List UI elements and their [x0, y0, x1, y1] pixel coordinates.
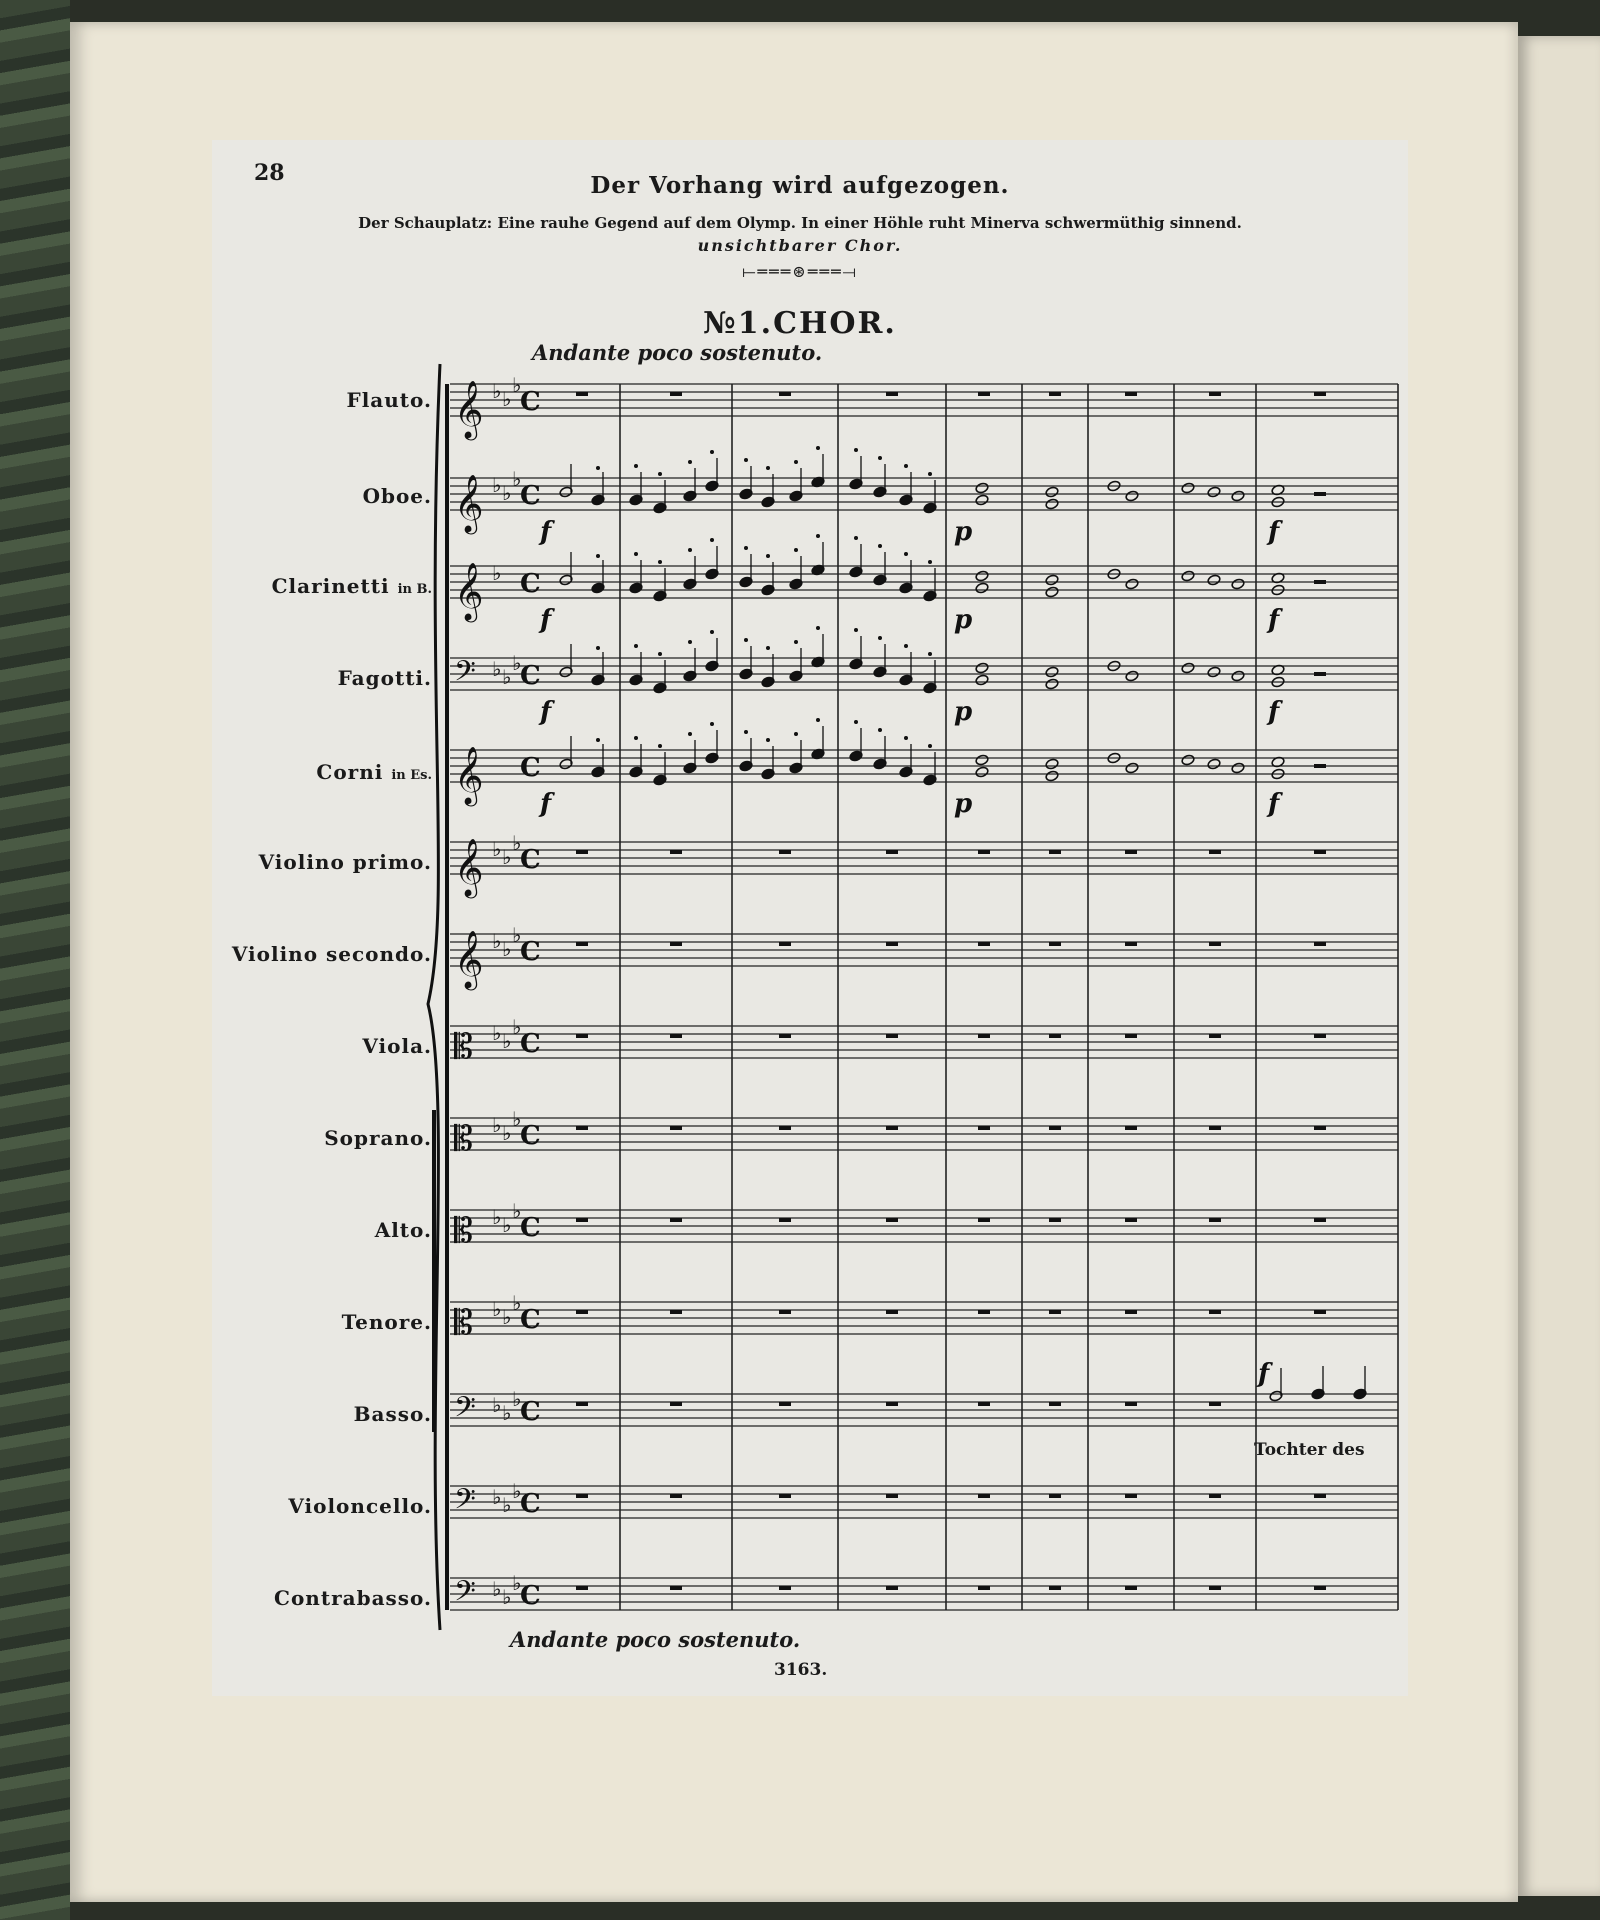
clef-alto: 𝄡	[454, 1119, 473, 1159]
key-flat: ♭	[502, 665, 512, 689]
time-signature: C	[520, 569, 541, 599]
key-flat: ♭	[492, 1113, 502, 1137]
half-note	[1231, 578, 1245, 590]
whole-rest	[886, 1034, 898, 1038]
whole-rest	[1049, 1402, 1061, 1406]
staccato-dot	[904, 644, 908, 648]
whole-rest	[1314, 1586, 1326, 1590]
half-note	[1181, 754, 1195, 766]
staccato-dot	[658, 560, 662, 564]
whole-rest	[978, 1310, 990, 1314]
whole-rest	[978, 1494, 990, 1498]
clef-bass: 𝄢	[454, 1391, 476, 1431]
key-flat: ♭	[492, 473, 502, 497]
whole-rest	[886, 1402, 898, 1406]
whole-rest	[1314, 1494, 1326, 1498]
whole-rest	[576, 392, 588, 396]
clef-treble: 𝄞	[454, 562, 484, 620]
whole-rest	[1125, 1310, 1137, 1314]
whole-rest	[1209, 1494, 1221, 1498]
time-signature: C	[520, 845, 541, 875]
whole-rest	[1209, 1586, 1221, 1590]
half-note	[1181, 482, 1195, 494]
page-number: 28	[254, 160, 285, 186]
dynamic-piano: p	[954, 605, 973, 635]
whole-rest	[779, 1218, 791, 1222]
whole-rest	[1314, 850, 1326, 854]
whole-rest	[1209, 942, 1221, 946]
whole-rest	[978, 1218, 990, 1222]
whole-rest	[670, 1034, 682, 1038]
whole-rest	[1209, 1126, 1221, 1130]
whole-rest	[1314, 942, 1326, 946]
key-flat: ♭	[512, 831, 522, 855]
whole-rest	[1314, 1218, 1326, 1222]
key-flat: ♭	[502, 387, 512, 411]
half-note	[1207, 486, 1221, 498]
clef-alto: 𝄡	[454, 1027, 473, 1067]
whole-rest	[1049, 850, 1061, 854]
whole-rest	[779, 1494, 791, 1498]
key-flat: ♭	[512, 1015, 522, 1039]
whole-rest	[886, 1126, 898, 1130]
tempo-marking-bottom: Andante poco sostenuto.	[510, 1627, 801, 1652]
half-note	[975, 662, 989, 674]
half-note	[1207, 758, 1221, 770]
whole-rest	[1209, 1310, 1221, 1314]
half-rest	[1314, 764, 1326, 768]
half-note	[1045, 498, 1059, 510]
staccato-dot	[634, 552, 638, 556]
dynamic-forte: f	[1268, 697, 1280, 727]
staccato-dot	[854, 536, 858, 540]
whole-rest	[978, 392, 990, 396]
staccato-dot	[794, 640, 798, 644]
whole-rest	[886, 1494, 898, 1498]
whole-rest	[576, 850, 588, 854]
whole-rest	[670, 1586, 682, 1590]
whole-rest	[779, 1126, 791, 1130]
staccato-dot	[928, 560, 932, 564]
staccato-dot	[794, 460, 798, 464]
staccato-dot	[816, 534, 820, 538]
whole-rest	[1314, 392, 1326, 396]
whole-rest	[670, 942, 682, 946]
key-flat: ♭	[512, 651, 522, 675]
whole-rest	[1314, 1310, 1326, 1314]
instrument-label: Fagotti.	[337, 666, 432, 690]
whole-rest	[1125, 392, 1137, 396]
plate-number: 3163.	[774, 1660, 828, 1680]
instrument-label: Violino secondo.	[231, 942, 432, 966]
staccato-dot	[658, 472, 662, 476]
whole-rest	[670, 1126, 682, 1130]
whole-rest	[886, 942, 898, 946]
staccato-dot	[688, 548, 692, 552]
half-note	[1181, 662, 1195, 674]
whole-rest	[886, 850, 898, 854]
whole-rest	[670, 1402, 682, 1406]
half-rest	[1314, 580, 1326, 584]
whole-rest	[779, 850, 791, 854]
staccato-dot	[766, 738, 770, 742]
whole-rest	[576, 1310, 588, 1314]
staccato-dot	[744, 458, 748, 462]
instrument-label: Alto.	[374, 1218, 432, 1242]
whole-rest	[779, 1310, 791, 1314]
whole-rest	[576, 1126, 588, 1130]
time-signature: C	[520, 1029, 541, 1059]
half-rest	[1314, 492, 1326, 496]
staccato-dot	[928, 744, 932, 748]
half-note	[975, 766, 989, 778]
instrument-label: Tenore.	[341, 1310, 432, 1334]
staccato-dot	[766, 466, 770, 470]
dynamic-forte: f	[540, 697, 552, 727]
whole-rest	[1125, 1402, 1137, 1406]
staccato-dot	[658, 652, 662, 656]
whole-rest	[1049, 1218, 1061, 1222]
staccato-dot	[878, 728, 882, 732]
whole-rest	[978, 1402, 990, 1406]
half-rest	[1314, 672, 1326, 676]
tempo-marking-top: Andante poco sostenuto.	[532, 340, 823, 365]
time-signature: C	[520, 1305, 541, 1335]
key-flat: ♭	[492, 379, 502, 403]
dynamic-forte: f	[540, 789, 552, 819]
whole-rest	[779, 1586, 791, 1590]
whole-rest	[1209, 1218, 1221, 1222]
clef-bass: 𝄢	[454, 1483, 476, 1523]
half-note	[1231, 670, 1245, 682]
whole-rest	[978, 942, 990, 946]
half-note	[1125, 670, 1139, 682]
time-signature: C	[520, 1121, 541, 1151]
whole-rest	[1125, 1586, 1137, 1590]
key-flat: ♭	[512, 373, 522, 397]
key-flat: ♭	[512, 923, 522, 947]
time-signature: C	[520, 753, 541, 783]
clef-bass: 𝄢	[454, 1575, 476, 1615]
dynamic-forte: f	[540, 605, 552, 635]
key-flat: ♭	[492, 1485, 502, 1509]
whole-rest	[670, 1218, 682, 1222]
whole-rest	[1125, 1494, 1137, 1498]
staccato-dot	[744, 638, 748, 642]
whole-rest	[1125, 1126, 1137, 1130]
staccato-dot	[596, 466, 600, 470]
clef-treble: 𝄞	[454, 930, 484, 988]
staccato-dot	[904, 464, 908, 468]
staccato-dot	[816, 446, 820, 450]
key-flat: ♭	[492, 561, 502, 585]
time-signature: C	[520, 661, 541, 691]
whole-rest	[576, 942, 588, 946]
invisible-chorus-note: unsichtbarer Chor.	[697, 236, 903, 255]
whole-rest	[779, 392, 791, 396]
whole-rest	[1209, 1034, 1221, 1038]
key-flat: ♭	[512, 1291, 522, 1315]
whole-rest	[576, 1034, 588, 1038]
whole-rest	[1209, 850, 1221, 854]
staccato-dot	[688, 732, 692, 736]
instrument-label: Contrabasso.	[274, 1586, 432, 1610]
whole-rest	[1314, 1126, 1326, 1130]
half-note	[975, 482, 989, 494]
clef-alto: 𝄡	[454, 1211, 473, 1251]
staccato-dot	[710, 722, 714, 726]
half-note	[1045, 678, 1059, 690]
key-flat: ♭	[502, 1121, 512, 1145]
key-flat: ♭	[492, 929, 502, 953]
dynamic-forte: f	[1268, 789, 1280, 819]
scene-description: Der Schauplatz: Eine rauhe Gegend auf dem Olymp. In einer Höhle ruht Minerva schwermüthig sinnend.	[358, 214, 1242, 232]
staccato-dot	[928, 652, 932, 656]
half-note	[1207, 666, 1221, 678]
key-flat: ♭	[492, 1205, 502, 1229]
staccato-dot	[596, 646, 600, 650]
dynamic-forte: f	[540, 517, 552, 547]
staccato-dot	[878, 456, 882, 460]
key-flat: ♭	[492, 837, 502, 861]
dynamic-piano: p	[954, 517, 973, 547]
whole-rest	[886, 1310, 898, 1314]
staccato-dot	[766, 554, 770, 558]
key-flat: ♭	[512, 1107, 522, 1131]
staccato-dot	[688, 460, 692, 464]
half-note	[1181, 570, 1195, 582]
clef-treble: 𝄞	[454, 380, 484, 438]
key-flat: ♭	[502, 481, 512, 505]
half-note	[1045, 758, 1059, 770]
whole-rest	[886, 1218, 898, 1222]
staccato-dot	[596, 738, 600, 742]
whole-rest	[1209, 392, 1221, 396]
key-flat: ♭	[492, 1577, 502, 1601]
whole-rest	[1049, 392, 1061, 396]
instrument-label: Clarinetti in B.	[271, 574, 432, 598]
instrument-label: Flauto.	[346, 388, 432, 412]
key-flat: ♭	[492, 657, 502, 681]
key-flat: ♭	[492, 1021, 502, 1045]
staccato-dot	[878, 636, 882, 640]
dynamic-forte: f	[1268, 605, 1280, 635]
half-note	[1231, 762, 1245, 774]
instrument-label: Oboe.	[362, 484, 432, 508]
time-signature: C	[520, 1581, 541, 1611]
staccato-dot	[878, 544, 882, 548]
half-note	[975, 754, 989, 766]
whole-rest	[670, 392, 682, 396]
staccato-dot	[928, 472, 932, 476]
whole-rest	[1049, 1310, 1061, 1314]
clef-bass: 𝄢	[454, 655, 476, 695]
instrument-label: Viola.	[362, 1034, 432, 1058]
key-flat: ♭	[512, 467, 522, 491]
staccato-dot	[854, 628, 858, 632]
instrument-label: Violoncello.	[288, 1494, 432, 1518]
number-title: №1.CHOR.	[703, 306, 897, 341]
dynamic-forte: f	[1258, 1359, 1270, 1389]
key-flat: ♭	[512, 1199, 522, 1223]
dynamic-piano: p	[954, 697, 973, 727]
whole-rest	[670, 850, 682, 854]
key-flat: ♭	[492, 1393, 502, 1417]
half-note	[1125, 762, 1139, 774]
half-note	[1207, 574, 1221, 586]
key-flat: ♭	[502, 1029, 512, 1053]
whole-rest	[779, 1402, 791, 1406]
key-flat: ♭	[502, 937, 512, 961]
time-signature: C	[520, 481, 541, 511]
half-note	[975, 582, 989, 594]
key-flat: ♭	[512, 1571, 522, 1595]
whole-rest	[1049, 1126, 1061, 1130]
clef-treble: 𝄞	[454, 474, 484, 532]
half-note	[1045, 586, 1059, 598]
whole-rest	[886, 1586, 898, 1590]
staccato-dot	[710, 450, 714, 454]
half-note	[975, 494, 989, 506]
half-note	[1125, 490, 1139, 502]
clef-treble: 𝄞	[454, 746, 484, 804]
staccato-dot	[710, 630, 714, 634]
staccato-dot	[854, 720, 858, 724]
key-flat: ♭	[502, 1493, 512, 1517]
half-note	[1045, 666, 1059, 678]
whole-rest	[576, 1218, 588, 1222]
whole-rest	[576, 1586, 588, 1590]
instrument-label: Soprano.	[324, 1126, 432, 1150]
half-note	[1045, 770, 1059, 782]
whole-rest	[670, 1310, 682, 1314]
whole-rest	[978, 1034, 990, 1038]
staccato-dot	[794, 548, 798, 552]
basso-lyric: Tochter des	[1254, 1440, 1365, 1460]
key-flat: ♭	[502, 1213, 512, 1237]
whole-rest	[978, 1586, 990, 1590]
staccato-dot	[816, 626, 820, 630]
whole-rest	[1209, 1402, 1221, 1406]
time-signature: C	[520, 1489, 541, 1519]
whole-rest	[670, 1494, 682, 1498]
whole-rest	[779, 942, 791, 946]
whole-rest	[1049, 942, 1061, 946]
half-note	[975, 570, 989, 582]
whole-rest	[1125, 1034, 1137, 1038]
time-signature: C	[520, 1397, 541, 1427]
staccato-dot	[658, 744, 662, 748]
clef-alto: 𝄡	[454, 1303, 473, 1343]
whole-rest	[1049, 1494, 1061, 1498]
half-note	[1125, 578, 1139, 590]
whole-rest	[1049, 1034, 1061, 1038]
key-flat: ♭	[502, 1305, 512, 1329]
half-note	[1231, 490, 1245, 502]
staccato-dot	[634, 464, 638, 468]
dynamic-forte: f	[1268, 517, 1280, 547]
whole-rest	[978, 1126, 990, 1130]
key-flat: ♭	[512, 1479, 522, 1503]
staccato-dot	[634, 736, 638, 740]
whole-rest	[1125, 1218, 1137, 1222]
key-flat: ♭	[512, 1387, 522, 1411]
time-signature: C	[520, 387, 541, 417]
ornament-divider: ⟝═══⊛═══⟞	[742, 262, 858, 281]
staccato-dot	[634, 644, 638, 648]
half-note	[1045, 486, 1059, 498]
instrument-label: Corni in Es.	[316, 760, 432, 784]
instrument-label: Violino primo.	[258, 850, 432, 874]
whole-rest	[886, 392, 898, 396]
whole-rest	[978, 850, 990, 854]
staccato-dot	[816, 718, 820, 722]
whole-rest	[1314, 1034, 1326, 1038]
staccato-dot	[688, 640, 692, 644]
key-flat: ♭	[502, 845, 512, 869]
clef-treble: 𝄞	[454, 838, 484, 896]
time-signature: C	[520, 937, 541, 967]
half-note	[975, 674, 989, 686]
instrument-label: Basso.	[353, 1402, 432, 1426]
whole-rest	[576, 1494, 588, 1498]
staccato-dot	[744, 730, 748, 734]
time-signature: C	[520, 1213, 541, 1243]
key-flat: ♭	[492, 1297, 502, 1321]
key-flat: ♭	[502, 1401, 512, 1425]
key-flat: ♭	[502, 1585, 512, 1609]
staccato-dot	[744, 546, 748, 550]
staccato-dot	[766, 646, 770, 650]
staccato-dot	[904, 736, 908, 740]
whole-rest	[779, 1034, 791, 1038]
staccato-dot	[596, 554, 600, 558]
staccato-dot	[904, 552, 908, 556]
half-note	[1045, 574, 1059, 586]
whole-rest	[1125, 942, 1137, 946]
curtain-heading: Der Vorhang wird aufgezogen.	[590, 172, 1010, 199]
staccato-dot	[854, 448, 858, 452]
whole-rest	[1125, 850, 1137, 854]
orchestra-brace	[428, 364, 440, 1630]
whole-rest	[576, 1402, 588, 1406]
staccato-dot	[710, 538, 714, 542]
staccato-dot	[794, 732, 798, 736]
dynamic-piano: p	[954, 789, 973, 819]
whole-rest	[1049, 1586, 1061, 1590]
